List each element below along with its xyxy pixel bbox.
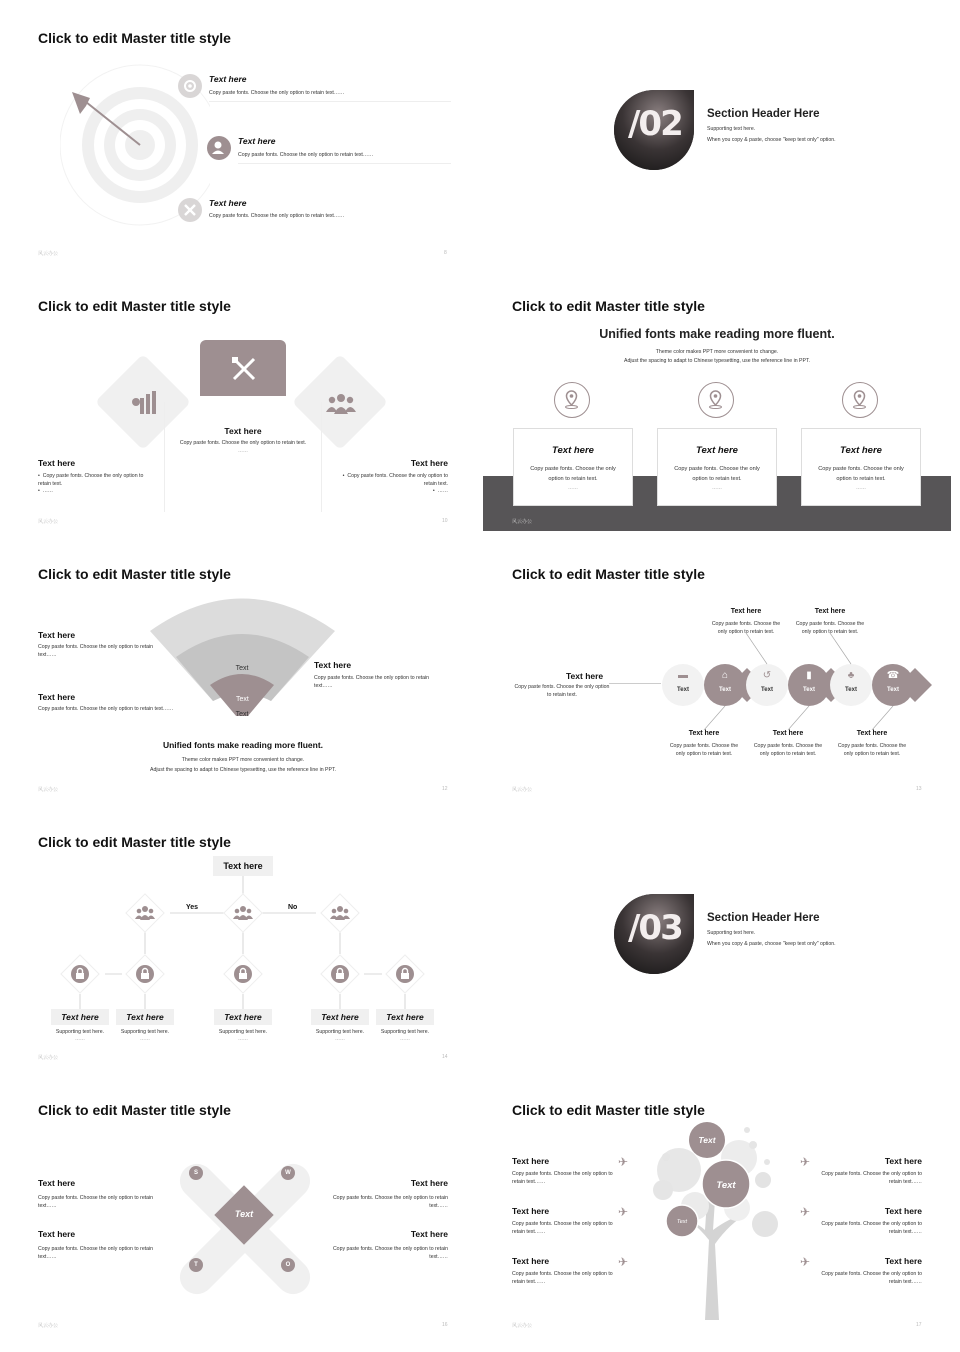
page-number: 13 [916,786,922,792]
tree-label-big: Text [716,1180,736,1191]
airplane-icon: ✈ [618,1255,629,1269]
section-number: /02 [628,104,682,144]
slide-12: Click to edit Master title style Text Text Text Text here Copy paste fonts. Choose the only option to retain text…… Text here Copy paste fonts. Choose the only option to retain text…… Text here Copy paste fonts. Choose the only option to retain text…… Unified fonts make reading more fluent. Theme color makes PPT more convenient to change. Adjust the spacing to adapt to Chinese typesetting, use the reference line in PPT. 风云办公 12 [0,536,468,799]
badge-w: W [281,1166,295,1180]
team-icon [330,903,350,923]
footer-brand: 风云办公 [38,1323,59,1329]
leaf-box: Text here [214,1009,272,1025]
leaf-support: Supporting text here. [120,1029,170,1035]
left-heading: Text here [512,1256,550,1266]
slide-17 [474,1072,950,1335]
bottom-heading: Text here [772,730,804,737]
section-title: Section Header Here [707,912,820,924]
airplane-icon: ✈ [800,1255,811,1269]
fan-label-middle: Text [235,711,249,716]
section-number: /03 [628,908,682,948]
tree-label-top: Text [698,1135,716,1145]
right-bullets: • Copy paste fonts. Choose the only option to retain text. • …… [342,473,448,495]
lock-icon [330,964,350,984]
chain-icon: ☎ [886,670,900,681]
card-body: Copy paste fonts. Choose the only option to retain text. [818,466,904,483]
left-body: Copy paste fonts. Choose the only option to retain text…… [512,1171,613,1185]
tree-illustration [649,1120,779,1320]
slide-16: Click to edit Master title style Text S W T O Text here Copy paste fonts. Choose the only option to retain text…… Text here Copy paste fonts. Choose the only option to retain text…… Text here Copy paste fonts. Choose the only option to retain text…… Text here Copy paste fonts. Choose the only option to retain text…… 风云办公 16 [0,1072,468,1335]
chain-connectors [474,536,950,799]
center-text: Text [234,1209,254,1219]
page-number: 12 [442,786,448,792]
leaf-box: Text here [311,1009,369,1025]
right-body: Copy paste fonts. Choose the only option to retain text…… [821,1221,922,1235]
section-image [614,894,694,974]
badge-s: S [189,1166,203,1180]
item-body-2: Copy paste fonts. Choose the only option to retain text…… [238,152,374,158]
item-heading-1: Text here [209,74,247,84]
chain-label: Text [845,687,857,693]
section-note: When you copy & paste, choose "keep text only" option. [707,941,836,947]
slide-title: Click to edit Master title style [38,298,231,314]
right-heading: Text here [314,660,352,670]
location-pin-icon [842,382,878,418]
card-heading: Text here [552,445,594,456]
badge-o: O [281,1258,295,1272]
root-box: Text here [213,856,273,876]
bottom-heading: Text here [688,730,720,737]
item-heading-3: Text here [209,198,247,208]
chain-label: Text [719,687,731,693]
chain-icon: ▬ [678,670,688,681]
leaf-support: Supporting text here. [218,1029,268,1035]
top-heading: Text here [814,608,846,615]
center-heading: Text here [224,426,262,436]
slide-title: Click to edit Master title style [512,1102,705,1118]
lock-icon [233,964,253,984]
left-heading: Text here [38,458,76,468]
chart-icon [130,390,160,416]
item-heading-2: Text here [238,136,276,146]
footer-brand: 风云办公 [512,1323,533,1329]
s-heading: Text here [38,1178,76,1188]
lock-icon [395,964,415,984]
footer-brand: 风云办公 [38,787,59,793]
left-heading: Text here [512,1156,550,1166]
section-03 [492,804,960,1067]
card-heading: Text here [840,445,882,456]
left-body: Copy paste fonts. Choose the only option to retain text…… [512,1271,613,1285]
chain-icon: ▮ [806,670,812,681]
chain-label: Text [887,687,899,693]
slide-8 [0,0,468,263]
section-02 [492,0,960,263]
slide-14: Click to edit Master title style Text here Yes No Text here Supporting text here. …… Text here Supporting text here. …… Text here Supporting text here. …… Text here Supporting text here. …… Text here Supporting text here. …… 风云办公 14 [0,804,468,1067]
right-heading: Text here [884,1256,922,1266]
footer-brand: 风云办公 [38,251,59,257]
yes-label: Yes [186,904,199,911]
no-label: No [288,904,298,911]
w-heading: Text here [410,1178,448,1188]
location-pin-icon [554,382,590,418]
badge-t: T [189,1258,203,1272]
bottom-body: Copy paste fonts. Choose the only option to retain text. [837,743,907,757]
top-body: Copy paste fonts. Choose the only option to retain text. [711,621,781,635]
card-heading: Text here [696,445,738,456]
lock-icon [135,964,155,984]
slide-title: Click to edit Master title style [512,566,705,582]
section-supporting: Supporting text here. [707,126,756,132]
leaf-box: Text here [376,1009,434,1025]
page-number: 10 [442,518,448,524]
chain-icon: ♣ [847,670,855,681]
tools-icon [200,340,286,396]
lock-icon [70,964,90,984]
slide-13: Click to edit Master title style Text here Copy paste fonts. Choose the only option to retain text. ▬ Text ⌂ Text ↺ Text ▮ Text ♣ Text ☎ Text Text here Copy paste fonts. Choose the only option to retain text. Text here Copy paste fonts. Choose the only option to retain text. Text here Copy paste fonts. Choose the only option to retain text. Text here Copy paste fonts. Choose the only option to retain text. Text here Copy paste fonts. Choose the only option to retain text. 风云办公 13 [474,536,950,799]
section-supporting: Supporting text here. [707,930,756,936]
footer-brand: 风云办公 [38,1055,59,1061]
leaf-support: Supporting text here. [380,1029,430,1035]
item-body-1: Copy paste fonts. Choose the only option to retain text…… [209,90,345,96]
center-body: Copy paste fonts. Choose the only option to retain text. [179,440,307,446]
slide-title: Click to edit Master title style [512,298,705,314]
footer-brand: 风云办公 [38,519,59,525]
slide-title: Click to edit Master title style [38,30,231,46]
right-heading: Text here [884,1156,922,1166]
unified-heading: Unified fonts make reading more fluent. [162,740,324,750]
slide-11: Click to edit Master title style Unified fonts make reading more fluent. Theme color makes PPT more convenient to change. Adjust the spacing to adapt to Chinese typesetting, use the reference line in PPT. Text here Copy paste fonts. Choose the only option to retain text. …… Text here Copy paste fonts. Choose the only option to retain text. …… Text here Copy paste fonts. Choose the only option to retain text. …… 风云办公 [480,268,960,531]
t-heading: Text here [38,1229,76,1239]
chain-label: Text [761,687,773,693]
card-body: Copy paste fonts. Choose the only option to retain text. [530,466,616,483]
airplane-icon: ✈ [800,1155,811,1169]
team-icon [135,903,155,923]
chain-icon: ↺ [762,670,772,681]
card-body: Copy paste fonts. Choose the only option to retain text. [674,466,760,483]
bottom-heading: Text here [856,730,888,737]
left-body: Copy paste fonts. Choose the only option to retain text…… [512,1221,613,1235]
tree-label-small: Text [676,1219,688,1225]
fan-label-inner: Text [236,696,249,703]
top-heading: Text here [730,608,762,615]
footer-brand: 风云办公 [512,519,533,525]
o-heading: Text here [410,1229,448,1239]
section-note: When you copy & paste, choose "keep text only" option. [707,137,836,143]
slide-title: Click to edit Master title style [38,834,231,850]
chain-label: Text [803,687,815,693]
fan-label-outer: Text [235,665,249,672]
slide-title: Click to edit Master title style [38,1102,231,1118]
slide-10: Click to edit Master title style Text here Copy paste fonts. Choose the only option to retain text. …… Text here • Copy paste fonts. Choose the only option to retain text. • …… Text here • Copy paste fonts. Choose the only option to retain text. • …… 风云办公 10 [0,268,468,531]
airplane-icon: ✈ [800,1205,811,1219]
page-number: 8 [444,250,447,256]
leaf-box: Text here [116,1009,174,1025]
section-image [614,90,694,170]
right-body: Copy paste fonts. Choose the only option to retain text…… [821,1271,922,1285]
right-body: Copy paste fonts. Choose the only option to retain text…… [821,1171,922,1185]
leaf-support: Supporting text here. [55,1029,105,1035]
location-pin-icon [698,382,734,418]
chain-label: Text [677,687,689,693]
left-heading-2: Text here [38,692,76,702]
left-heading: Text here [512,1206,550,1216]
page-number: 17 [916,1322,922,1328]
right-heading: Text here [884,1206,922,1216]
gear-icon [178,74,202,98]
bottom-body: Copy paste fonts. Choose the only option to retain text. [753,743,823,757]
airplane-icon: ✈ [618,1155,629,1169]
bottom-body: Copy paste fonts. Choose the only option to retain text. [669,743,739,757]
item-body-3: Copy paste fonts. Choose the only option to retain text…… [209,213,345,219]
flow-connectors [0,804,468,1067]
team-icon [326,392,356,414]
left-bullets: • Copy paste fonts. Choose the only option to retain text. • …… [38,473,144,495]
leaf-box: Text here [51,1009,109,1025]
chain-icon: ⌂ [721,670,729,681]
page-number: 14 [442,1054,448,1060]
team-icon [233,903,253,923]
tools-icon [178,198,202,222]
page-number: 16 [442,1322,448,1328]
unified-heading: Unified fonts make reading more fluent. [599,327,835,341]
section-title: Section Header Here [707,108,820,120]
left-heading-1: Text here [38,630,76,640]
left-heading: Text here [566,671,604,681]
slide-title: Click to edit Master title style [38,566,231,582]
airplane-icon: ✈ [618,1205,629,1219]
leaf-support: Supporting text here. [315,1029,365,1035]
top-body: Copy paste fonts. Choose the only option to retain text. [795,621,865,635]
right-heading: Text here [410,458,448,468]
footer-brand: 风云办公 [512,787,533,793]
user-icon [207,136,231,160]
